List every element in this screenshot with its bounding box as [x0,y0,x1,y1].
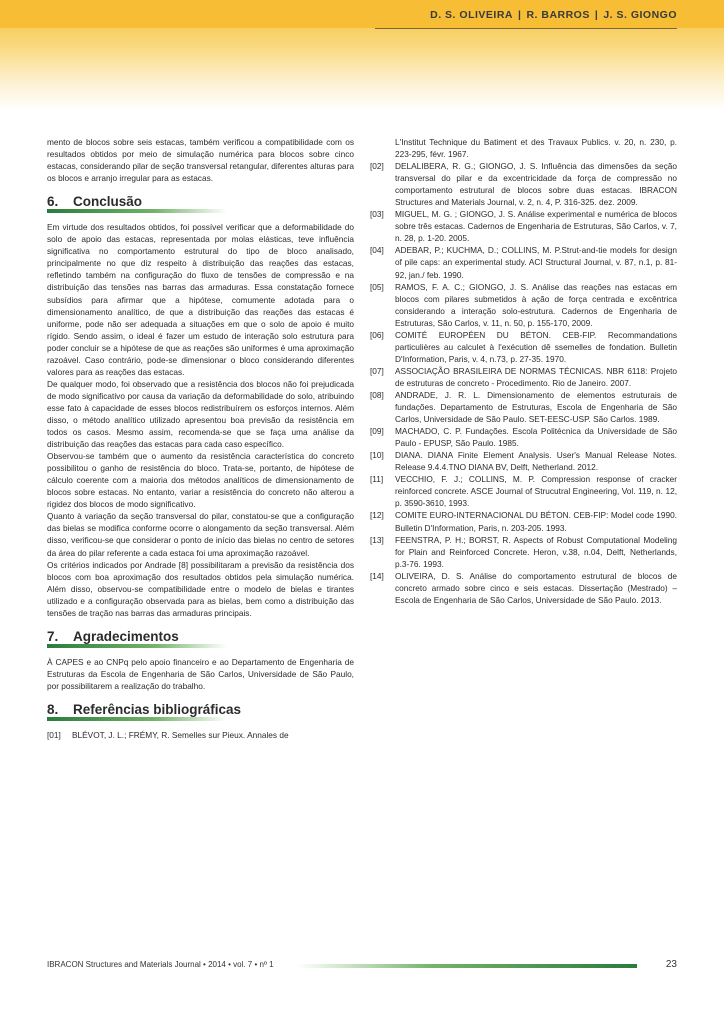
conclusion-paragraph: Em virtude dos resultados obtidos, foi possível verificar que a deformabilidade do solo de apoio das estacas, representada por molas elásticas, teve influência significativa no comportamento estrutural do tipo de bloco analisado, principalmente no que diz respeito à distribuição das reações das estacas, refletindo também na configuração do fluxo de tensões de compressão e na distribuição das tensões nas barras das armaduras. Essa constatação fornece subsídios para afirmar que a hipótese, comumente adotada para o dimensionamento analítico, de que a distribuição das reações das estacas é uniforme, pode não ser adequada a situações em que o solo de apoio é muito rígido. Sendo assim, o ideal é fazer um estudo de interação solo estrutura para poder concluir se a hipótese de que as reações são uniformes é uma aproximação razoável. Caso contrário, pode-se dimensionar o bloco considerando diferentes valores para as reações das estacas. [47,222,354,377]
author-name: D. S. OLIVEIRA [430,9,513,21]
page-number: 23 [665,959,677,970]
reference-text: ANDRADE, J. R. L. Dimensionamento de elementos estruturais de fundações. Departamento de Estruturas, Escola de Engenharia de São Carlos, Universidade de São Paulo. SET-EESC-USP. São Carlos. 1989. [395,389,677,425]
reference-item [370,534,677,570]
conclusion-paragraph: Os critérios indicados por Andrade [8] possibilitaram a previsão da resistência dos blocos com boa aproximação dos resultados obtidos pela simulação numérica. Além disso, observou-se compatibilidade entre o modelo de bielas e tirantes utilizado e a configuração observada para as bielas, bem como a distribuição das tensões de tração nas barras das armaduras principais. [47,559,354,618]
reference-text: MIGUEL, M. G. ; GIONGO, J. S. Análise experimental e numérica de blocos sobre três estacas. Cadernos de Engenharia de Estruturas, São Carlos, v. 7, n. 28, p. 1-20. 2005. [395,209,677,244]
footer-journal: IBRACON Structures and Materials Journal • 2014 • vol. 7 • nº 1 [47,960,274,969]
reference-text: ASSOCIAÇÃO BRASILEIRA DE NORMAS TÉCNICAS. NBR 6118: Projeto de estruturas de concreto - Procedimento. Rio de Janeiro. 2007. [395,365,677,388]
reference-item [370,449,677,473]
reference-id: [06] [370,329,384,340]
author-separator: | [517,9,522,21]
reference-text: L'Institut Technique du Batiment et des Travaux Publics. v. 20, n. 230, p. 223-295, févr. 1967. [395,137,677,160]
section-title: Conclusão [73,194,143,210]
reference-item [370,425,677,449]
reference-id: [09] [370,426,384,437]
reference-item [370,389,677,425]
footer-gradient-bar [297,964,637,968]
reference-id: [07] [370,365,384,376]
right-column [370,136,677,606]
reference-text: DELALIBERA, R. G.; GIONGO, J. S. Influência das dimensões da seção transversal do pilar e da excentricidade da força de compressão no comportamento estrutural de blocos sobre duas estacas. IBRACON Structures and Materials Journal, v. 2, n. 4, P. 316-325. dez. 2009. [395,161,677,208]
reference-item [370,160,677,208]
reference-text: COMITÉ EUROPÉEN DU BÉTON. CEB-FIP. Recommandations particulières au calculet à l'exécution dê ssemelles de fondation. Bulletin D'Information, Paris, v. 4, n.73, p. 27-35. 1970. [395,329,677,364]
reference-id: [01] [47,730,61,741]
reference-text: VECCHIO, F. J.; COLLINS, M. P. Compression response of cracker reinforced concrete. ASCE Journal of Strucutral Engineering, Vol. 119, n. 12, p. 3590-3610, 1993. [395,474,677,509]
section-heading-conclusion [47,196,354,213]
reference-text: DIANA. DIANA Finite Element Analysis. User's Manual Release Notes. Release 9.4.4.TNO DIANA BV, Delft, Netherland. 2012. [395,450,677,473]
section-number: 8. [47,701,59,717]
page-footer [47,957,677,973]
reference-id: [08] [370,389,384,400]
reference-id: [04] [370,245,384,256]
reference-text: BLÉVOT, J. L.; FRÉMY, R. Semelles sur Pieux. Annales de [72,730,289,741]
reference-text: RAMOS, F. A. C.; GIONGO, J. S. Análise das reações nas estacas em blocos com pilares submetidos à ação de força centrada e excêntrica considerando a interação solo-estrutura. Cadernos de Engenharia de Estruturas, São Carlos, v. 11, n. 50, p. 155-170, 2009. [395,281,677,328]
acknowledgments-paragraph: À CAPES e ao CNPq pelo apoio financeiro e ao Departamento de Engenharia de Estruturas da Escola de Engenharia de São Carlos, Universidade de São Paulo, por possibilitarem a realização do trabalho. [47,656,354,691]
reference-item [47,729,354,741]
reference-id: [02] [370,161,384,172]
reference-item [370,473,677,509]
reference-id: [10] [370,450,384,461]
conclusion-paragraph: Observou-se também que o aumento da resistência característica do concreto possibilitou o ganho de resistência do bloco. Trata-se, portanto, de hipótese de cálculo coerente com a maioria dos métodos analíticos de dimensionamento de blocos sobre estacas. No entanto, variar a resistência do concreto não alterou a rigidez dos blocos de modo significativo. [47,451,354,510]
reference-continuation [370,136,677,160]
header-rule [375,28,677,29]
reference-item [370,329,677,365]
section-number: 7. [47,628,59,644]
reference-id: [12] [370,510,384,521]
section-heading-references [47,701,354,721]
reference-id: [11] [370,474,384,485]
author-separator: | [594,9,599,21]
reference-text: MACHADO, C. P. Fundações. Escola Politécnica da Universidade de São Paulo - EPUSP, São Paulo. 1985. [395,426,677,449]
reference-text: FEENSTRA, P. H.; BORST, R. Aspects of Robust Computational Modeling for Plain and Reinforced Concrete. Heron, v.38, n.04, Delft, Netherlands, p.3-76. 1993. [395,534,677,569]
reference-item [370,281,677,329]
reference-id: [14] [370,570,384,581]
running-head-authors [430,9,677,21]
reference-id: [03] [370,209,384,220]
reference-text: ADEBAR, P.; KUCHMA, D.; COLLINS, M. P.Strut-and-tie models for design of pile caps: an experimental study. ACI Structural Journal, v. 87, n.1, p. 81-92, jan./ feb. 1990. [395,245,677,280]
reference-text: COMITE EURO-INTERNACIONAL DU BÉTON. CEB-FIP: Model code 1990. Bulletin D'Information, Paris, n. 203-205. 1993. [395,510,677,533]
section-heading-acknowledgments [47,628,354,648]
reference-item [370,365,677,389]
reference-id-blank [370,136,395,160]
reference-item [370,208,677,244]
author-name: R. BARROS [526,9,590,21]
reference-item [370,570,677,606]
author-name: J. S. GIONGO [603,9,677,21]
conclusion-paragraph: Quanto à variação da seção transversal do pilar, constatou-se que a configuração das bielas se modifica conforme ocorre o alongamento da seção transversal. Além disso, verificou-se que considerar o ponto de início das bielas no centro de setores da área do pilar referente a cada estaca foi uma aproximação razoável. [47,511,354,558]
reference-text: OLIVEIRA, D. S. Análise do comportamento estrutural de blocos de concreto armado sobre cinco e seis estacas. Dissertação (Mestrado) – Escola de Engenharia de São Carlos, Universidade de São Paulo. 2013. [395,570,677,605]
conclusion-paragraph: De qualquer modo, foi observado que a resistência dos blocos não foi prejudicada de modo significativo por causa da variação da deformabilidade do solo, atribuindo esse fato à capacidade de esses blocos redistribuírem os esforços internos. Além disso, o método analítico utilizado apresentou boa previsão da resistência em todos os casos. Mesmo assim, recomenda-se que se faça uma análise da distribuição das reações das estacas para cada caso específico. [47,378,354,450]
reference-id: [05] [370,281,384,292]
left-column [47,136,354,741]
section-number: 6. [47,194,59,210]
section-title: Referências bibliográficas [73,701,242,717]
section-title: Agradecimentos [73,628,179,644]
reference-item [370,244,677,280]
reference-item [370,509,677,533]
reference-id: [13] [370,534,384,545]
intro-paragraph: mento de blocos sobre seis estacas, também verificou a compatibilidade com os resultados obtidos por meio de simulação numérica para blocos sobre cinco estacas, considerando pilar de seção transversal retangular, diferentes alturas para os blocos e arranjo irregular para as estacas. [47,137,354,184]
